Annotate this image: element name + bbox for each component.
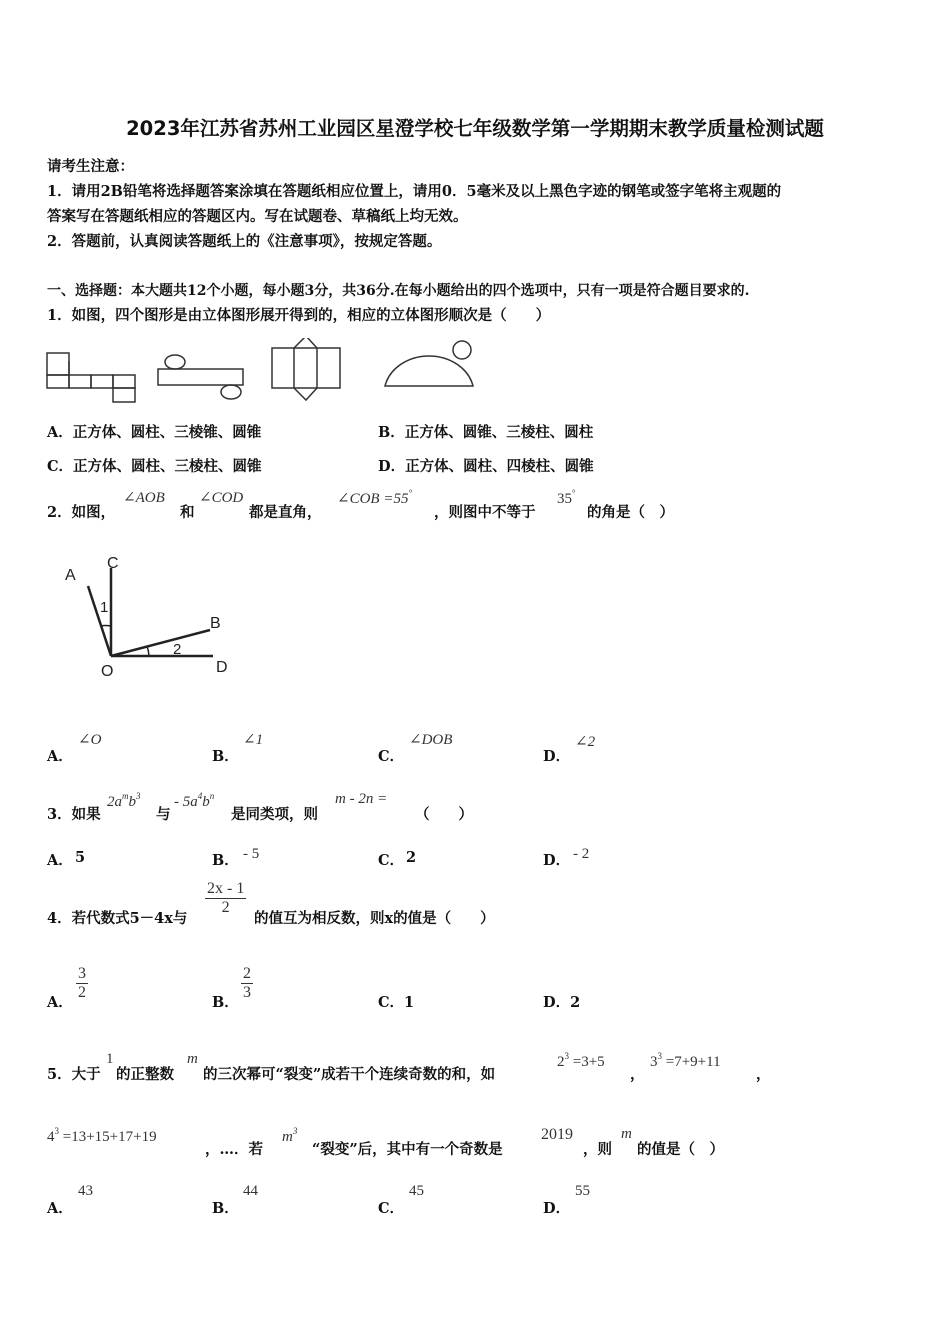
q3-option-d-label[interactable]: D． (543, 852, 571, 869)
q3-option-a-label[interactable]: A． (47, 852, 73, 869)
q5-one: 1 (106, 1051, 114, 1067)
q2-option-d-value[interactable]: ∠2 (575, 734, 596, 750)
page-title: 2023年江苏省苏州工业园区星澄学校七年级数学第一学期期末教学质量检测试题 (126, 117, 824, 140)
note-1a: 1．请用2B铅笔将选择题答案涂填在答题纸相应位置上，请用0．5毫米及以上黑色字迹的钢笔或签字笔将主观题的 (47, 183, 782, 200)
q2-text-3: 都是直角， (249, 504, 322, 521)
q5-eq2-base: 3 (650, 1054, 658, 1070)
q5-m-base: m (282, 1129, 293, 1145)
q4-fraction (205, 880, 246, 917)
q2-cob-degree: ° (408, 488, 413, 498)
q4-option-a-label[interactable]: A． (47, 994, 73, 1011)
q2-text-2: 和 (180, 504, 195, 521)
q1-option-c[interactable]: C．正方体、圆柱、三棱柱、圆锥 (47, 458, 262, 475)
q3-expr-3: m - 2n = (335, 791, 388, 807)
q5-eq2-exp: 3 (657, 1051, 662, 1061)
q3-expr-2 (174, 791, 214, 811)
q5-option-b-label[interactable]: B． (212, 1200, 239, 1217)
label-angle-1: 1 (100, 599, 109, 616)
q5-text-1: 5．大于 (47, 1066, 101, 1083)
note-1b: 答案写在答题纸相应的答题区内。写在试题卷、草稿纸上均无效。 (47, 208, 468, 225)
q2-cob-expr: ∠COB =55 (337, 491, 409, 507)
q4-text-2: 的值互为相反数，则x的值是（ ） (254, 910, 495, 927)
q3-option-c-label[interactable]: C． (378, 852, 405, 869)
cube-net-shape (47, 353, 135, 402)
q2-option-d-label[interactable]: D． (543, 748, 571, 765)
q5-m: m (187, 1051, 198, 1067)
q2-math-35 (557, 488, 576, 508)
q3-text-2: 与 (156, 806, 171, 823)
q3-text-4: （ ） (415, 806, 473, 823)
q4-fraction-denominator: 2 (221, 899, 230, 916)
q3-option-a-value[interactable]: 5 (75, 849, 86, 866)
q3-text-3: 是同类项，则 (231, 806, 318, 823)
q2-math-cod: ∠COD (199, 490, 244, 506)
q5-eq1-rhs: =3+5 (572, 1054, 605, 1070)
q2-text-1: 2．如图， (47, 504, 116, 521)
q3-e2-coef: - 5a (174, 794, 198, 810)
q5-eq2-rhs: =7+9+11 (665, 1054, 721, 1070)
q1-option-a[interactable]: A．正方体、圆柱、三棱锥、圆锥 (47, 424, 262, 441)
q4-text-1: 4．若代数式5－4x与 (47, 910, 188, 927)
q5-eq-2 (650, 1051, 721, 1071)
q2-text-5: 的角是（ ） (587, 504, 674, 521)
q5-option-d-value[interactable]: 55 (575, 1183, 590, 1199)
q5-option-d-label[interactable]: D． (543, 1200, 571, 1217)
q5-text-6: ，则 (583, 1141, 612, 1158)
q3-text-1: 3．如果 (47, 806, 101, 823)
q5-eq1-base: 2 (557, 1054, 565, 1070)
note-2: 2．答题前，认真阅读答题纸上的《注意事项》，按规定答题。 (47, 233, 442, 250)
q4-option-b-fraction[interactable] (241, 965, 253, 1002)
q5-comma-2: ， (756, 1066, 771, 1083)
ray-oa (88, 586, 111, 656)
label-angle-2: 2 (173, 641, 182, 658)
q5-eq-3 (47, 1126, 157, 1146)
q4-b-num: 2 (243, 965, 251, 982)
q1-option-d[interactable]: D．正方体、圆柱、四棱柱、圆锥 (378, 458, 594, 475)
q4-a-den: 2 (78, 984, 86, 1001)
cone-net-shape (385, 341, 473, 386)
q2-math-aob: ∠AOB (123, 490, 165, 506)
q5-text-2: 的正整数 (116, 1066, 174, 1083)
q5-option-b-value[interactable]: 44 (243, 1183, 258, 1199)
q2-35-value: 35 (557, 491, 572, 507)
q2-option-b-label[interactable]: B． (212, 748, 239, 765)
q2-option-c-value[interactable]: ∠DOB (409, 732, 453, 748)
q3-e1-exp-m: m (122, 791, 129, 801)
q2-option-c-label[interactable]: C． (378, 748, 405, 765)
q2-option-b-value[interactable]: ∠1 (243, 732, 264, 748)
ray-ob (111, 630, 210, 656)
label-d: D (216, 659, 228, 676)
q3-e1-coef: 2a (107, 794, 122, 810)
q4-fraction-numerator: 2x - 1 (207, 880, 245, 897)
notes-heading: 请考生注意： (47, 158, 134, 175)
q1-nets-figure (45, 338, 485, 408)
cylinder-net-shape (158, 355, 243, 399)
q5-value-2019: 2019 (541, 1126, 573, 1143)
q3-option-d-value[interactable]: - 2 (573, 846, 590, 862)
q2-option-a-value[interactable]: ∠O (78, 732, 102, 748)
q5-option-c-value[interactable]: 45 (409, 1183, 424, 1199)
label-c: C (107, 555, 119, 572)
q3-option-b-value[interactable]: - 5 (243, 846, 260, 862)
q1-stem: 1．如图，四个图形是由立体图形展开得到的，相应的立体图形顺次是（ ） (47, 307, 551, 324)
q4-a-num: 3 (78, 965, 86, 982)
q4-option-b-label[interactable]: B． (212, 994, 239, 1011)
q3-e1-b: b (128, 794, 136, 810)
q5-option-c-label[interactable]: C． (378, 1200, 405, 1217)
label-o: O (101, 663, 114, 680)
q3-e2-exp-n: n (209, 791, 215, 801)
q2-math-cob (337, 488, 412, 508)
q5-eq-1 (557, 1051, 605, 1071)
q4-option-d[interactable]: D．2 (543, 994, 581, 1011)
q3-option-b-label[interactable]: B． (212, 852, 239, 869)
q5-eq3-rhs: =13+15+17+19 (62, 1129, 157, 1145)
q5-eq3-base: 4 (47, 1129, 55, 1145)
q5-m-exp: 3 (292, 1126, 298, 1136)
label-a: A (65, 567, 76, 584)
q5-m-cubed (282, 1126, 297, 1146)
prism-net-shape (272, 338, 340, 400)
q2-angle-figure (55, 548, 255, 688)
q4-option-a-fraction[interactable] (76, 965, 88, 1002)
q5-option-a-label[interactable]: A． (47, 1200, 73, 1217)
section-heading: 一、选择题：本大题共12个小题，每小题3分，共36分.在每小题给出的四个选项中，只有一项是符合题目要求的. (47, 283, 750, 299)
q5-text-7: 的值是（ ） (637, 1141, 724, 1158)
q4-option-c[interactable]: C．1 (378, 994, 415, 1011)
q3-e2-b: b (202, 794, 210, 810)
q5-m-2: m (621, 1126, 632, 1142)
q2-35-degree: ° (572, 488, 576, 498)
q2-text-4: ，则图中不等于 (434, 504, 536, 521)
q3-e2-exp-4: 4 (197, 791, 203, 801)
q5-option-a-value[interactable]: 43 (78, 1183, 93, 1199)
q5-text-5: “裂变”后，其中有一个奇数是 (312, 1141, 503, 1158)
q5-eq3-exp: 3 (54, 1126, 59, 1136)
q5-text-3: 的三次幂可“裂变”成若干个连续奇数的和，如 (203, 1066, 496, 1083)
q5-comma-1: ， (630, 1066, 645, 1083)
q4-b-den: 3 (243, 984, 251, 1001)
q5-eq1-exp: 3 (564, 1051, 569, 1061)
q5-text-4: ，…．若 (205, 1141, 263, 1158)
label-b: B (210, 615, 221, 632)
q2-option-a-label[interactable]: A． (47, 748, 73, 765)
q3-expr-1 (107, 791, 141, 811)
q3-option-c-value[interactable]: 2 (406, 849, 417, 866)
q3-e1-exp-3: 3 (136, 791, 141, 801)
q1-option-b[interactable]: B．正方体、圆锥、三棱柱、圆柱 (378, 424, 594, 441)
